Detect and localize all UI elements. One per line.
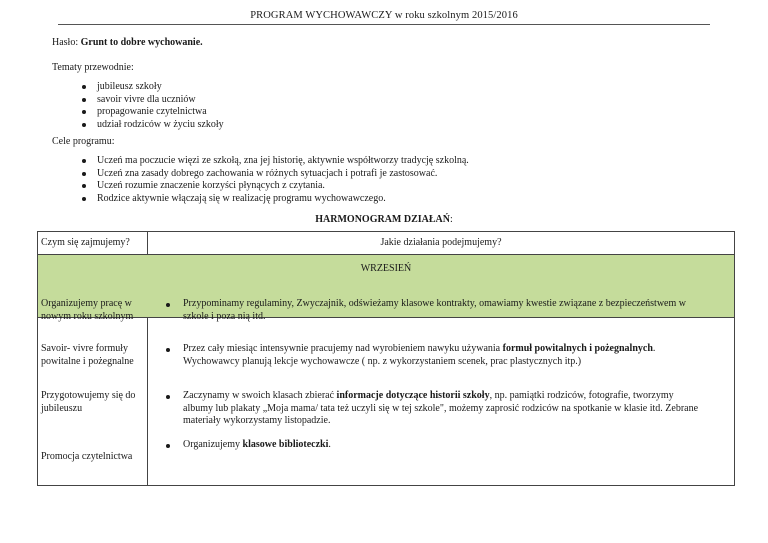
motto-value: Grunt to dobre wychowanie. [80,37,203,48]
list-item: udział rodziców w życiu szkoły [82,119,224,132]
table-row-text: Organizujemy klasowe biblioteczki. [183,439,331,450]
table-row-topic: Przygotowujemy się do jubileuszu [41,390,136,414]
table-row-topic: Promocja czytelnictwa [41,451,133,462]
table-row-text: Przez cały miesiąc intensywnie pracujemy nad wyrobieniem nawyku używania formuł powitalnych i pożegnalnych. Wychowawcy planują lekcje wychowawcze ( np. z wykorzystaniem scenek, prac plastycznych itp.) [183,343,656,367]
goals-label: Cele programu: [52,136,115,147]
bullet-icon [166,303,170,307]
table-row-text: Przypominamy regulaminy, Zwyczajnik, odświeżamy klasowe kontrakty, omawiamy kwestie związane z bezpieczeństwem w szkole i poza nią itd. [183,298,686,322]
list-item: Rodzice aktywnie włączają się w realizację programu wychowawczego. [82,193,469,206]
goals-list [82,155,469,205]
table-divider [147,317,148,485]
list-item: Uczeń zna zasady dobrego zachowania w różnych sytuacjach i potrafi je zastosować. [82,168,469,181]
col2-header: Jakie działania podejmujemy? [380,237,502,248]
table-row-topic: Organizujemy pracę w nowym roku szkolnym [41,298,134,322]
schedule-table [37,231,735,486]
table-divider [38,254,734,255]
motto [52,37,203,50]
harmonogram-title-text: HARMONOGRAM DZIAŁAŃ [315,214,450,225]
bullet-icon [166,444,170,448]
list-item: Uczeń rozumie znaczenie korzyści płynących z czytania. [82,180,469,193]
topics-list [82,81,224,131]
harmonogram-title-colon: : [449,214,453,225]
table-row-topic: Savoir- vivre formuły powitalne i pożegnalne [41,343,134,367]
list-item: savoir vivre dla uczniów [82,94,224,107]
harmonogram-title [0,214,768,227]
motto-label: Hasło: [52,37,79,48]
list-item: Uczeń ma poczucie więzi ze szkołą, zna jej historię, aktywnie współtworzy tradycję szkolną. [82,155,469,168]
bullet-icon [166,395,170,399]
table-row-text: Zaczynamy w swoich klasach zbierać informacje dotyczące historii szkoły, np. pamiątki rodziców, fotografie, tworzymy albumy lub plakaty „Moja mama/ tata też uczyli się w tej szkole", możemy zaprosić rodziców na spotkanie w klasie itd. Zebrane materiały wykorzystamy listopadzie. [183,390,699,426]
bullet-icon [166,348,170,352]
topics-label: Tematy przewodnie: [52,62,134,73]
col1-header: Czym się zajmujemy? [41,237,130,248]
list-item: jubileusz szkoły [82,81,224,94]
page-title: PROGRAM WYCHOWAWCZY w roku szkolnym 2015/2016 [250,10,518,21]
header-divider [58,24,710,25]
list-item: propagowanie czytelnictwa [82,106,224,119]
month-label: WRZESIEŃ [360,263,412,274]
